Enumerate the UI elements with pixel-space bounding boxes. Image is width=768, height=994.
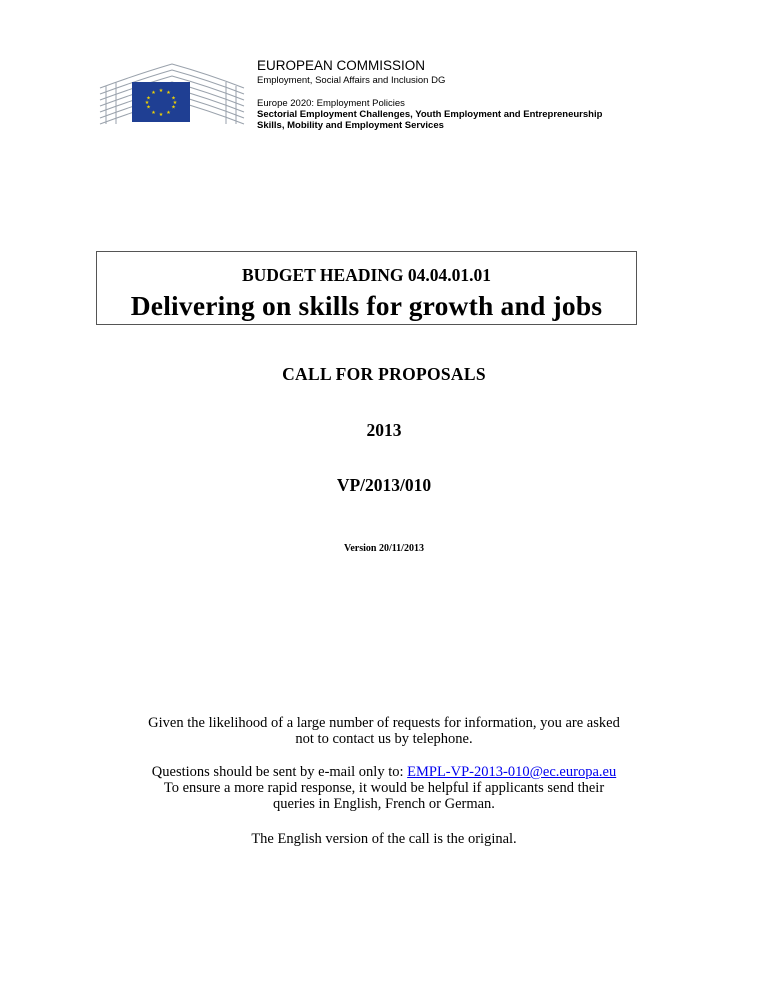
policy-lines <box>257 98 602 131</box>
policy-line: Europe 2020: Employment Policies <box>257 98 405 109</box>
svg-text:★: ★ <box>172 100 178 106</box>
policy-line: Sectorial Employment Challenges, Youth Employment and Entrepreneurship <box>257 109 603 120</box>
notice-line: Given the likelihood of a large number of requests for information, you are asked <box>148 715 620 731</box>
svg-text:★: ★ <box>171 95 176 102</box>
svg-text:★: ★ <box>166 90 171 96</box>
svg-text:★: ★ <box>151 90 156 96</box>
budget-title: Delivering on skills for growth and jobs <box>130 290 603 321</box>
telephone-notice <box>0 715 768 747</box>
email-prefix: Questions should be sent by e-mail only to: <box>151 764 408 780</box>
svg-text:★: ★ <box>146 104 151 111</box>
instruction-line: queries in English, French or German. <box>273 796 495 812</box>
svg-text:★: ★ <box>144 100 150 106</box>
call-label: CALL FOR PROPOSALS <box>282 364 486 384</box>
svg-text:★: ★ <box>171 104 176 111</box>
budget-heading: BUDGET HEADING 04.04.01.01 <box>241 265 492 285</box>
svg-text:★: ★ <box>158 88 164 94</box>
call-year: 2013 <box>366 420 402 440</box>
svg-text:★: ★ <box>166 110 171 116</box>
svg-text:★: ★ <box>158 112 164 118</box>
european-commission-logo <box>98 60 246 126</box>
budget-box <box>96 251 637 325</box>
contact-instructions <box>0 764 768 812</box>
organization-header <box>257 58 602 131</box>
svg-text:★: ★ <box>151 110 156 116</box>
org-name: EUROPEAN COMMISSION <box>257 58 426 73</box>
email-link[interactable]: EMPL-VP-2013-010@ec.europa.eu <box>407 764 617 780</box>
version-label: Version 20/11/2013 <box>344 543 424 554</box>
svg-text:★: ★ <box>146 95 151 102</box>
notice-line: not to contact us by telephone. <box>295 731 473 747</box>
policy-line: Skills, Mobility and Employment Services <box>257 120 444 131</box>
email-line <box>0 764 768 780</box>
directorate-general: Employment, Social Affairs and Inclusion DG <box>257 75 446 86</box>
call-reference: VP/2013/010 <box>336 475 432 495</box>
instruction-line: To ensure a more rapid response, it would be helpful if applicants send their <box>163 780 605 796</box>
language-note: The English version of the call is the original. <box>251 831 517 847</box>
